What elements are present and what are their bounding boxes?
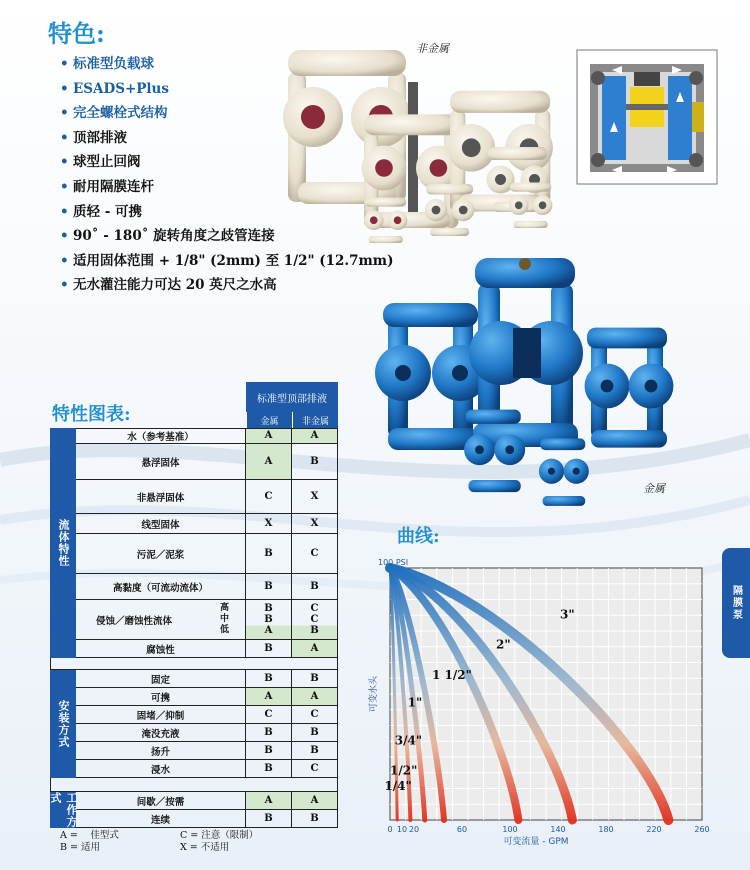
row-label: 悬浮固体: [76, 444, 246, 479]
nonmetal-rating: B: [292, 670, 338, 687]
table-title: 特性图表:: [52, 404, 131, 425]
legend-a: A = 佳型式: [60, 830, 119, 841]
feature-item: [60, 249, 393, 274]
feature-text: 耐用隔膜连杆: [73, 178, 154, 195]
metal-rating: B: [246, 742, 292, 759]
bullet-icon: •: [60, 129, 69, 146]
group-label-install: 安装方式: [50, 670, 76, 778]
metal-rating: B: [246, 760, 292, 777]
nonmetal-rating: C C B: [292, 600, 338, 639]
feature-text: 完全螺栓式结构: [73, 105, 168, 122]
feature-text: 质轻 - 可携: [73, 203, 143, 220]
metal-rating: A: [246, 792, 292, 809]
pump-cross-section-diagram: [572, 42, 722, 192]
feature-text: 适用固体范围 + 1/8" (2mm) 至 1/2" (12.7mm): [73, 252, 394, 269]
bullet-icon: •: [60, 105, 69, 122]
curve-label: 2": [496, 637, 511, 652]
bullet-icon: •: [60, 203, 69, 220]
row-label: 线型固体: [76, 514, 246, 533]
row-label: 侵蚀／磨蚀性流体 高 中 低: [76, 600, 246, 639]
row-label: 浸水: [76, 760, 246, 777]
bullet-icon: •: [60, 228, 69, 245]
x-tick-label: 180: [598, 825, 614, 834]
row-label: 水（参考基准）: [76, 428, 246, 443]
x-tick-label: 0: [387, 825, 393, 834]
table-legend: [60, 830, 258, 854]
metal-rating: B: [246, 810, 292, 827]
x-tick-label: 20: [408, 825, 420, 834]
feature-text: 无水灌注能力可达 20 英尺之水高: [73, 277, 277, 294]
nonmetal-rating: X: [292, 514, 338, 533]
y-axis-label: 可变水头: [369, 675, 379, 713]
metal-rating: B: [246, 640, 292, 657]
row-label: 扬升: [76, 742, 246, 759]
nonmetal-rating: X: [292, 480, 338, 513]
legend-c: C = 注意（限制）: [180, 830, 259, 841]
metal-rating: A: [246, 444, 292, 479]
group-label-operation: 工作方式: [49, 792, 78, 828]
nonmetal-caption: 非金属: [416, 42, 449, 55]
x-tick-label: 140: [550, 825, 566, 834]
metal-caption: 金属: [643, 482, 665, 495]
nonmetal-rating: C: [292, 760, 338, 777]
metal-rating: B: [246, 724, 292, 741]
section-side-tab[interactable]: 隔膜泵: [722, 548, 750, 658]
bullet-icon: •: [60, 178, 69, 195]
row-label: 非悬浮固体: [76, 480, 246, 513]
row-label: 固堵／抑制: [76, 706, 246, 723]
group-label-fluid: 流体特性: [50, 428, 76, 658]
row-label: 污泥／泥浆: [76, 534, 246, 573]
feature-text: 标准型负载球: [73, 56, 154, 72]
legend-x: X = 不适用: [180, 842, 230, 853]
x-axis-label: 可变流量 - GPM: [503, 837, 569, 847]
x-tick-label: 10: [396, 825, 408, 834]
curve-label: 3": [560, 607, 575, 622]
feature-text: 90˚ - 180˚ 旋转角度之歧管连接: [73, 228, 275, 245]
bullet-icon: •: [60, 277, 69, 294]
bullet-icon: •: [60, 252, 69, 269]
table-header-nonmetal: 非金属: [292, 412, 338, 428]
feature-text: 顶部排液: [73, 129, 127, 146]
severity-levels: 高 中 低: [219, 603, 229, 635]
bullet-icon: •: [60, 80, 69, 97]
row-label: 淹没充液: [76, 724, 246, 741]
feature-text: ESADS+Plus: [73, 80, 169, 97]
nonmetal-rating: C: [292, 534, 338, 573]
nonmetal-rating: A: [292, 640, 338, 657]
metal-rating: B: [246, 574, 292, 599]
metal-rating: X: [246, 514, 292, 533]
features-title: 特色:: [48, 19, 105, 48]
nonmetal-rating: B: [292, 574, 338, 599]
y-top-label: 100 PSI: [378, 558, 409, 567]
row-label: 固定: [76, 670, 246, 687]
feature-item: [60, 273, 393, 298]
row-label: 腐蚀性: [76, 640, 246, 657]
nonmetal-rating: C: [292, 706, 338, 723]
table-header-main: 标准型顶部排液: [246, 382, 338, 412]
x-tick-label: 260: [694, 825, 710, 834]
curve-label: 1/2": [390, 763, 418, 778]
nonmetal-rating: B: [292, 810, 338, 827]
row-label: 间歇／按需: [76, 792, 246, 809]
metal-rating: A: [246, 688, 292, 705]
x-tick-label: 60: [456, 825, 468, 834]
metal-rating: B: [246, 670, 292, 687]
table-header-metal: 金属: [246, 412, 292, 428]
nonmetal-rating: A: [292, 688, 338, 705]
row-label: 高黏度（可流动流体）: [76, 574, 246, 599]
metal-rating: C: [246, 480, 292, 513]
x-tick-label: 100: [502, 825, 518, 834]
row-label: 连续: [76, 810, 246, 827]
legend-b: B = 适用: [60, 842, 100, 853]
metal-pumps-photo: [368, 248, 698, 513]
metal-rating: A: [246, 428, 292, 443]
table-border: [50, 428, 338, 828]
curves-title: 曲线:: [397, 526, 440, 547]
curve-label: 3/4": [394, 733, 423, 748]
x-tick-label: 220: [646, 825, 662, 834]
curve-label: 1 1/2": [432, 667, 472, 682]
metal-rating: B B A: [246, 600, 292, 639]
feature-text: 球型止回阀: [73, 154, 141, 171]
nonmetal-rating: B: [292, 742, 338, 759]
performance-curves-chart: [360, 548, 720, 848]
curve-label: 1": [407, 695, 423, 710]
metal-rating: C: [246, 706, 292, 723]
bullet-icon: •: [60, 154, 69, 171]
nonmetal-rating: A: [292, 792, 338, 809]
bullet-icon: •: [60, 56, 69, 72]
row-label: 可携: [76, 688, 246, 705]
curve-label: 1/4": [384, 778, 412, 793]
nonmetal-rating: B: [292, 444, 338, 479]
nonmetal-rating: A: [292, 428, 338, 443]
nonmetal-rating: B: [292, 724, 338, 741]
metal-rating: B: [246, 534, 292, 573]
